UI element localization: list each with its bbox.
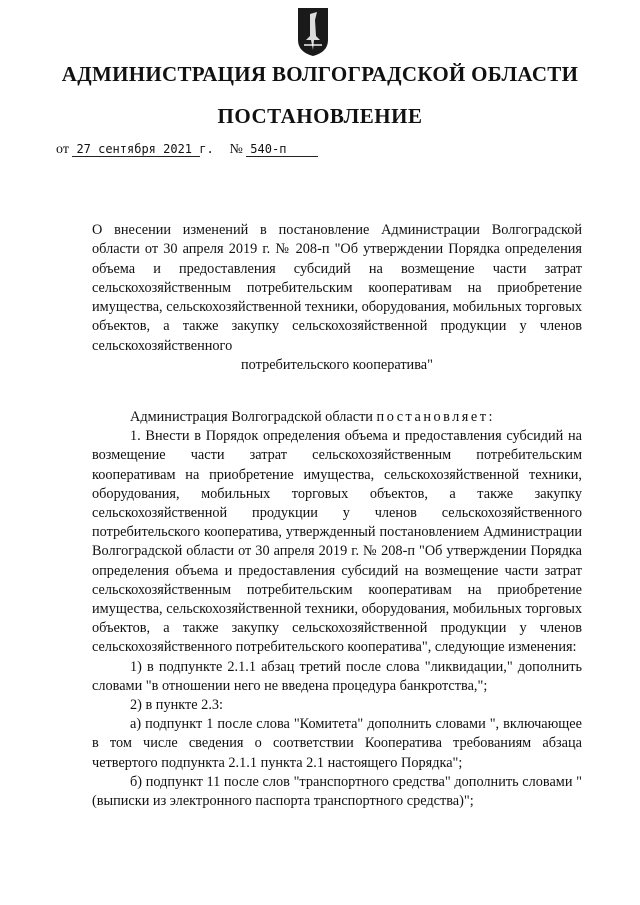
item-1: 1. Внести в Порядок определения объема и предоставления субсидий на возмещение части затрат сельскохозяйственным потребительским кооперативам на приобретение имущества, сельскохозяйственной техники, оборудования, мобильных торговых объектов, а также закупку сельскохозяйственной продукции у членов сельскохозяйственного потребительского кооператива, утвержденный постановлением Администрации Волгоградской области от 30 апреля 2019 г. № 208-п "Об утверждении Порядка определения объема и предоставления субсидий на возмещение части затрат сельскохозяйственным потребительским кооперативам на приобретение имущества, сельскохозяйственной техники, оборудования, мобильных торговых объектов, а также закупку сельскохозяйственной продукции у членов сельскохозяйственного потребительского кооператива", следующие изменения:: [92, 428, 583, 656]
document-title: [92, 221, 582, 375]
subitem-2b: б) подпункт 11 после слов "транспортного средства" дополнить словами "(выписки из электронного паспорта транспортного средства)";: [92, 773, 582, 810]
date-number-line: [56, 142, 318, 158]
document-type: ПОСТАНОВЛЕНИЕ: [217, 104, 423, 128]
coat-of-arms-emblem: [296, 6, 330, 58]
document-date: 27 сентября 2021 г.: [72, 142, 200, 157]
document-body: [92, 408, 582, 811]
title-last-line: потребительского кооператива": [241, 357, 433, 374]
document-number: 540-п: [246, 142, 318, 157]
subitem-2a: а) подпункт 1 после слова "Комитета" дополнить словами ", включающее в том числе сведения о соответствии Кооператива требованиям абзаца четвертого подпункта 2.1.1 пункта 2.1 настоящего Порядка";: [92, 716, 582, 771]
preamble: [92, 408, 582, 427]
subitem-1: 1) в подпункте 2.1.1 абзац третий после слова "ликвидации," дополнить словами "в отношении него не введена процедура банкротства,";: [92, 658, 582, 694]
from-label: от: [56, 142, 69, 157]
preamble-decree: постановляет:: [376, 409, 495, 425]
subitem-2: 2) в пункте 2.3:: [130, 697, 224, 714]
title-main: О внесении изменений в постановление Администрации Волгоградской области от 30 апреля 2019 г. № 208-п "Об утверждении Порядка определения объема и предоставления субсидий на возмещение части затрат сельскохозяйственным потребительским кооперативам на приобретение имущества, сельскохозяйственной техники, оборудования, мобильных торговых объектов, а также закупку сельскохозяйственной продукции у членов сельскохозяйственного: [92, 222, 583, 354]
organization-name: АДМИНИСТРАЦИЯ ВОЛГОГРАДСКОЙ ОБЛАСТИ: [61, 62, 579, 86]
number-label: №: [229, 142, 243, 157]
preamble-text: Администрация Волгоградской области: [130, 409, 377, 425]
